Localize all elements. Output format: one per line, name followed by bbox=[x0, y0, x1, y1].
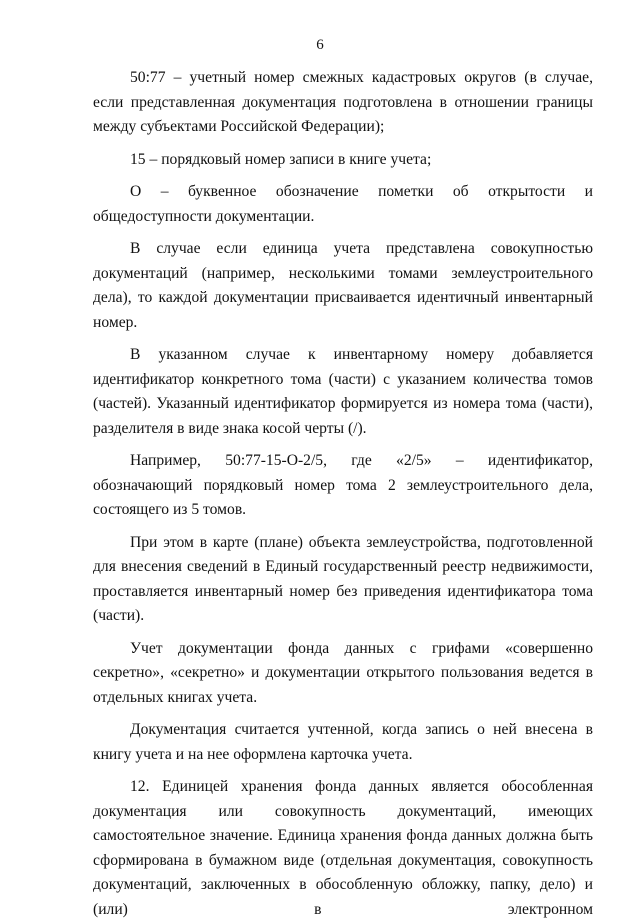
paragraph-accounted-documentation: Документация считается учтенной, когда запись о ней внесена в книгу учета и на нее оформлена карточка учета. bbox=[93, 721, 593, 763]
paragraph-openness-mark-definition: О – буквенное обозначение пометки об открытости и общедоступности документации. bbox=[93, 183, 593, 225]
paragraph-storage-unit: 12. Единицей хранения фонда данных является обособленная документация или совокупность документаций, имеющих самостоятельное значение. Единица хранения фонда данных должна быть сформирована в бумажном виде (отдельная документация, совокупность документаций, заключенных в обособленную обложку, папку, дело) и (или) в электронном bbox=[93, 778, 593, 918]
paragraph-map-plan-inventory-number: При этом в карте (плане) объекта землеустройства, подготовленной для внесения сведений в Единый государственный реестр недвижимости, проставляется инвентарный номер без приведения идентификатора тома (части). bbox=[93, 533, 593, 624]
paragraph-record-number-definition: 15 – порядковый номер записи в книге учета; bbox=[130, 150, 432, 168]
paragraph-volume-identifier: В указанном случае к инвентарному номеру добавляется идентификатор конкретного тома (части) с указанием количества томов (частей). Указанный идентификатор формируется из номера тома (части), разделителя в виде знака косой черты (/). bbox=[93, 346, 593, 437]
paragraph-multiple-volumes: В случае если единица учета представлена совокупностью документаций (например, несколькими томами землеустроительного дела), то каждой документации присваивается идентичный инвентарный номер. bbox=[93, 240, 593, 331]
page-number: 6 bbox=[316, 37, 324, 53]
document-body bbox=[93, 66, 593, 922]
paragraph-account-number-definition: 50:77 – учетный номер смежных кадастровых округов (в случае, если представленная документация подготовлена в отношении границы между субъектами Российской Федерации); bbox=[93, 69, 593, 135]
paragraph-example: Например, 50:77-15-О-2/5, где «2/5» – идентификатор, обозначающий порядковый номер тома 2 землеустроительного дела, состоящего из 5 томов. bbox=[93, 452, 593, 518]
paragraph-classified-accounting: Учет документации фонда данных с грифами «совершенно секретно», «секретно» и документации открытого пользования ведется в отдельных книгах учета. bbox=[93, 639, 593, 706]
